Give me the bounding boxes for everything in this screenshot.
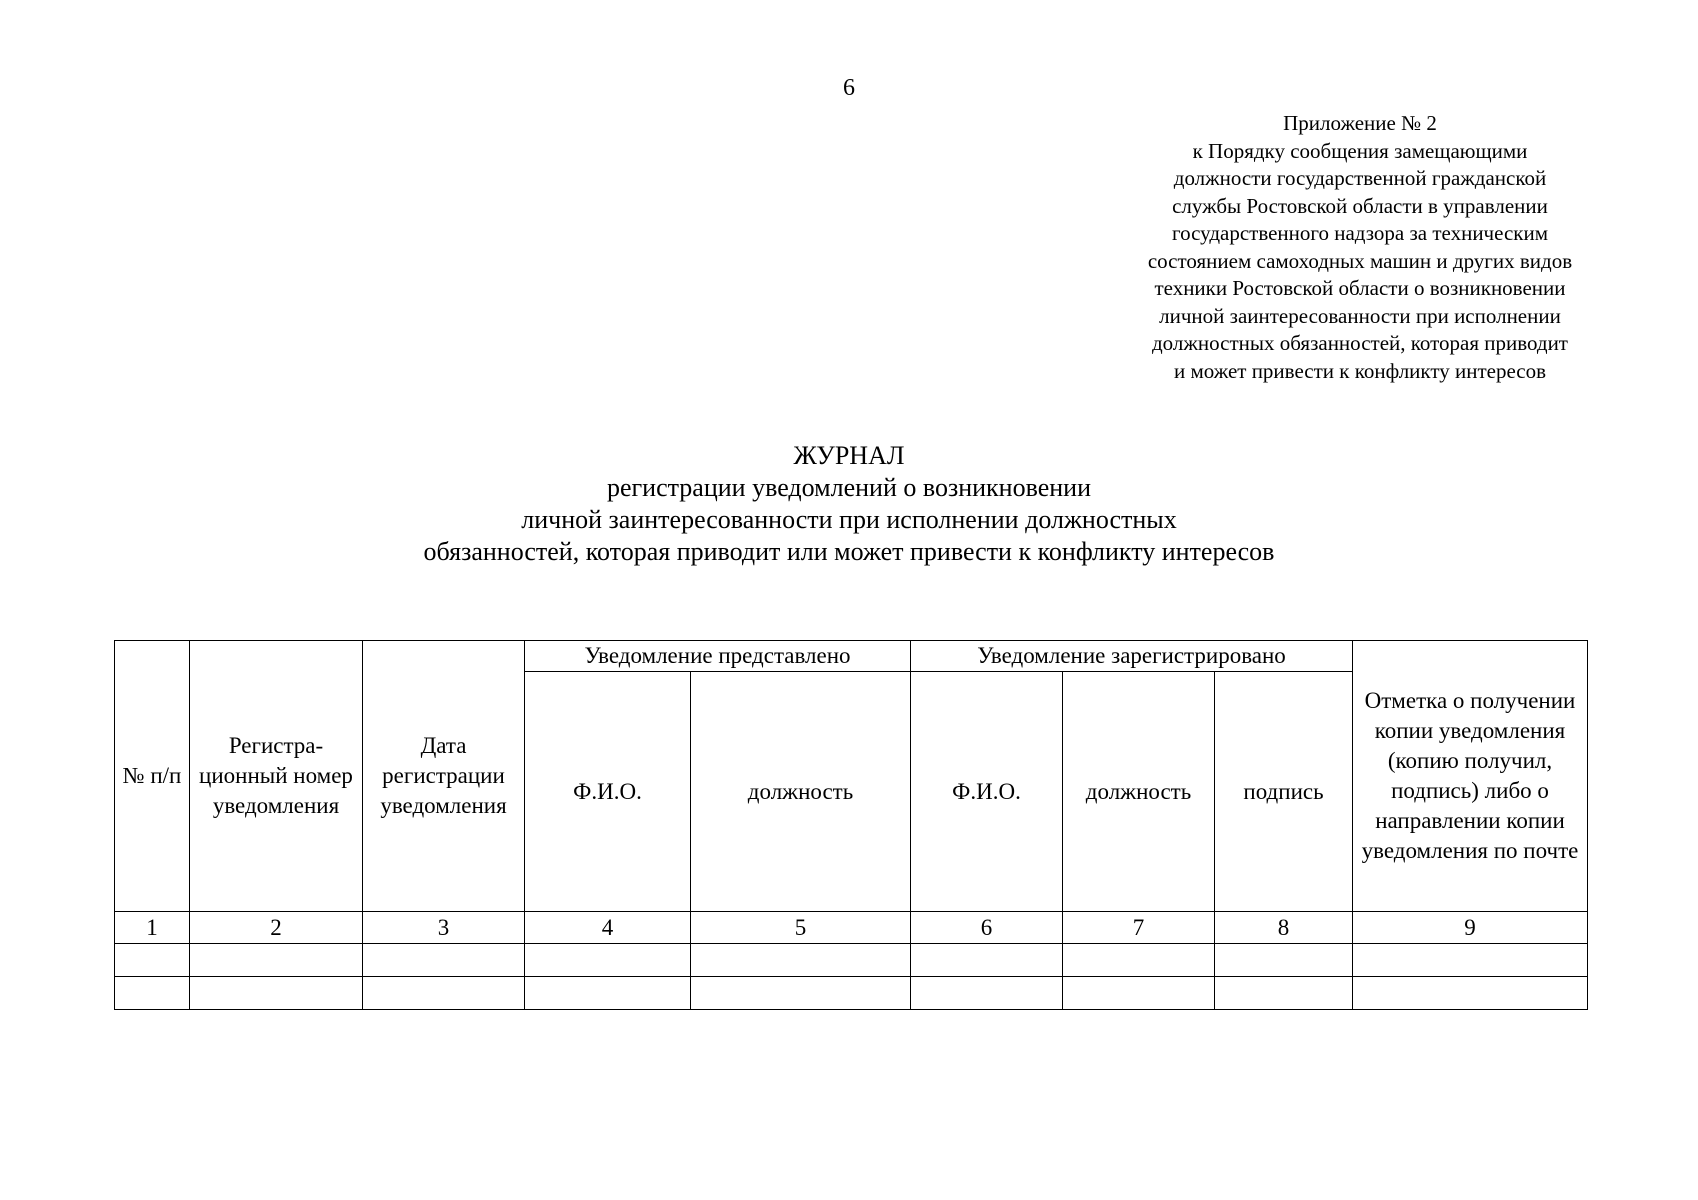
table-cell [1353,944,1588,977]
table-cell [363,944,525,977]
column-number: 1 [115,912,190,944]
title-line: личной заинтересованности при исполнении должностных [521,505,1177,534]
table-cell [691,977,911,1010]
table-cell [1353,977,1588,1010]
header-copy-mark: Отметка о получении копии уведомления (копию получил, подпись) либо о направлении копии уведомления по почте [1353,641,1588,912]
header-signature: подпись [1215,672,1353,912]
appendix-line: техники Ростовской области о возникновении [1154,276,1566,300]
page-number: 6 [843,75,855,101]
title-line: обязанностей, которая приводит или может привести к конфликту интересов [423,537,1275,566]
header-position-submitted: должность [691,672,911,912]
table-cell [115,977,190,1010]
appendix-line: и может привести к конфликту интересов [1173,358,1547,383]
header-position-registered: должность [1063,672,1215,912]
appendix-line: личной заинтересованности при исполнении [1159,303,1561,328]
appendix-line: состоянием самоходных машин и других видов [1147,248,1573,273]
header-reg-number: Регистра-ционный номер уведомления [190,641,363,912]
table-cell [691,944,911,977]
document-title [0,440,1698,568]
column-number: 9 [1353,912,1588,944]
appendix-block [1060,110,1660,385]
table-cell [190,944,363,977]
table-cell [1215,977,1353,1010]
header-num: № п/п [115,641,190,912]
table-cell [1215,944,1353,977]
table-cell [911,977,1063,1010]
header-group-submitted: Уведомление представлено [525,641,911,672]
title-heading: ЖУРНАЛ [793,441,905,470]
column-number: 8 [1215,912,1353,944]
table-cell [363,977,525,1010]
journal-table [114,640,1588,1010]
title-line: регистрации уведомлений о возникновении [606,473,1092,502]
table-row [115,977,1588,1010]
table-cell [525,944,691,977]
table-cell [911,944,1063,977]
appendix-line: должностных обязанностей, которая приводит [1152,331,1568,355]
table-cell [1063,944,1215,977]
table-cell [115,944,190,977]
table-cell [525,977,691,1010]
appendix-line: должности государственной гражданской [1173,166,1547,190]
header-fio-registered: Ф.И.О. [911,672,1063,912]
table-cell [1063,977,1215,1010]
header-fio-submitted: Ф.И.О. [525,672,691,912]
appendix-line: государственного надзора за техническим [1171,221,1549,245]
appendix-line: службы Ростовской области в управлении [1172,193,1548,218]
column-number: 3 [363,912,525,944]
appendix-line: Приложение № 2 [1283,111,1437,135]
column-number: 2 [190,912,363,944]
table-row [115,944,1588,977]
header-group-registered: Уведомление зарегистрировано [911,641,1353,672]
column-numbers-row [115,912,1588,944]
table-cell [190,977,363,1010]
header-reg-date: Дата регистрации уведомления [363,641,525,912]
column-number: 7 [1063,912,1215,944]
column-number: 4 [525,912,691,944]
appendix-line: к Порядку сообщения замещающими [1192,138,1528,163]
column-number: 6 [911,912,1063,944]
column-number: 5 [691,912,911,944]
